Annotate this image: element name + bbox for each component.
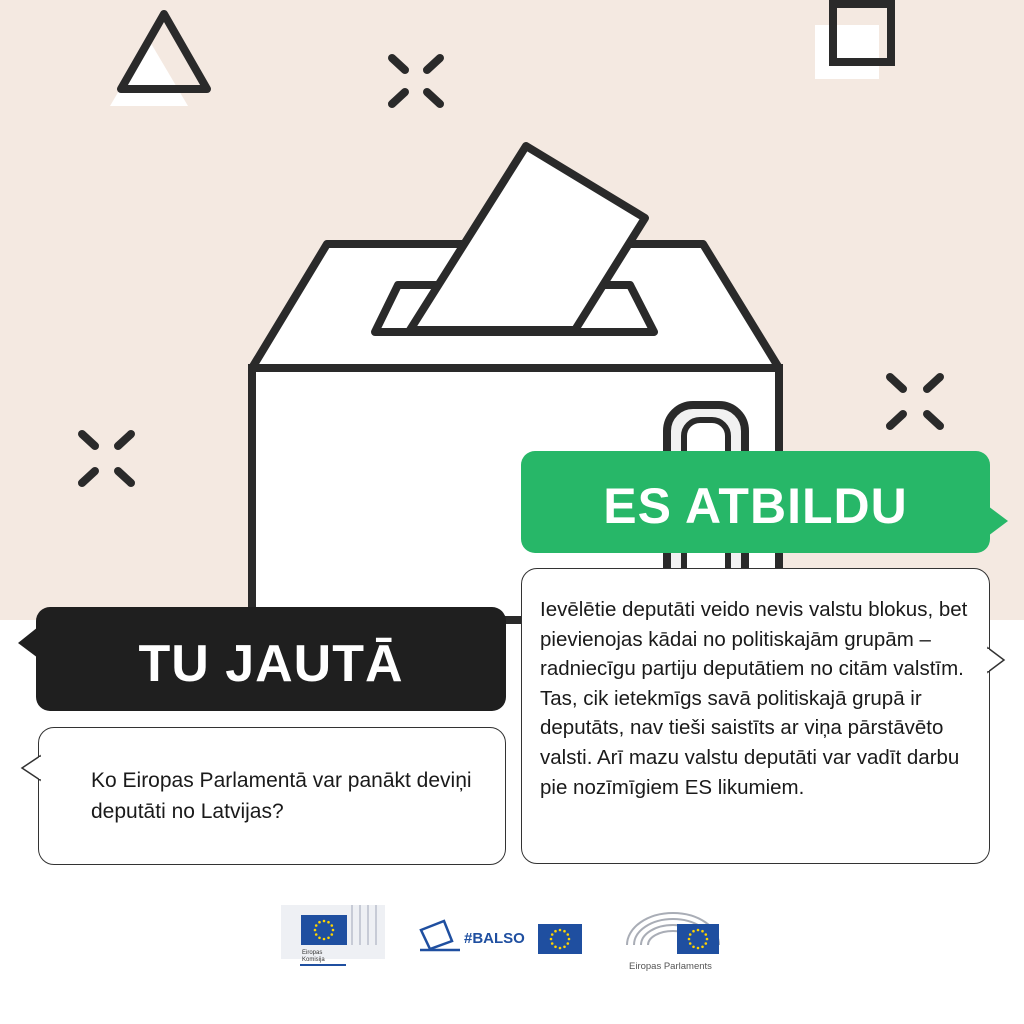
commission-name-line2: Komisija (302, 957, 325, 963)
european-parliament-logo (627, 913, 719, 954)
parliament-name: Eiropas Parlaments (629, 961, 712, 972)
european-commission-logo (281, 905, 385, 966)
campaign-hashtag: #BALSO (464, 930, 525, 947)
answer-title: ES ATBILDU (603, 478, 908, 534)
ask-title: TU JAUTĀ (138, 635, 404, 693)
question-text: Ko Eiropas Parlamentā var panākt deviņi deputāti no Latvijas? (91, 769, 472, 823)
answer-text: Ievēlētie deputāti veido nevis valstu blokus, bet pievienojas kādai no politiskajām grupām – radniecīgu partiju deputātiem no citām valstīm. Tas, cik ietekmīgs savā politiskajā grupā ir deputāts, nav tieši saistīts ar viņa pārstāvēto valsti. Arī mazu valstu deputāti var vadīt darbu pie nozīmīgiem ES likumiem. (540, 598, 968, 799)
commission-name-line1: Eiropas (302, 950, 323, 956)
